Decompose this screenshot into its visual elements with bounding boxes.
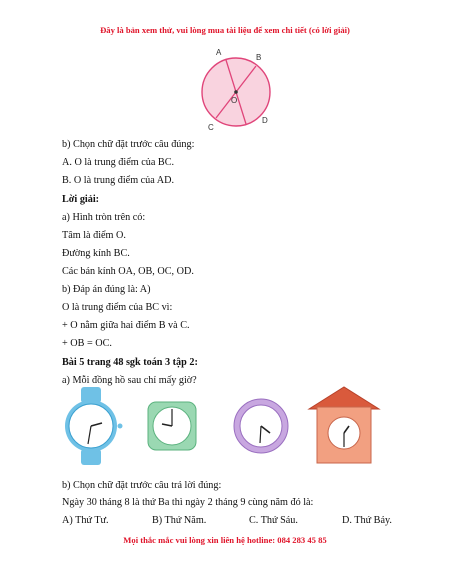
solution-line: O là trung điểm của BC vì: [62,302,173,313]
solution-heading: Lời giải: [62,194,100,205]
question-b-prompt: b) Chọn chữ đặt trước câu đúng: [62,139,195,150]
exercise-statement: Ngày 30 tháng 8 là thứ Ba thì ngày 2 tháng 9 cùng năm đó là: [62,497,314,508]
label-O: O [231,96,238,105]
center-point [234,90,238,94]
label-C: C [208,123,214,132]
clocks-figure [62,385,382,465]
label-A: A [216,48,222,57]
answer-d: D. Thứ Bảy. [342,515,392,526]
option-a: A. O là trung điểm của BC. [62,157,175,168]
answer-b: B) Thứ Năm. [152,515,207,526]
solution-line: + OB = OC. [62,338,112,349]
answer-a: A) Thứ Tư. [62,515,109,526]
solution-line: Tâm là điểm O. [62,230,126,241]
solution-line: Đường kính BC. [62,248,130,259]
label-B: B [256,53,262,62]
solution-line: Các bán kính OA, OB, OC, OD. [62,266,194,277]
exercise-heading: Bài 5 trang 48 sgk toán 3 tập 2: [62,357,198,368]
circle-diagram [188,44,288,136]
solution-line: b) Đáp án đúng là: A) [62,284,151,295]
exercise-question-b: b) Chọn chữ đặt trước câu trả lời đúng: [62,480,222,491]
house-clock [309,387,379,463]
hotline-footer: Mọi thắc mắc vui lòng xin liên hệ hotline: 084 283 45 85 [123,535,327,545]
solution-line: a) Hình tròn trên có: [62,212,146,223]
solution-line: + O nằm giữa hai điểm B và C. [62,320,190,331]
label-D: D [262,116,268,125]
exercise-question-a: a) Mỗi đồng hồ sau chỉ mấy giờ? [62,375,197,386]
square-clock [148,402,196,450]
answer-c: C. Thứ Sáu. [249,515,298,526]
option-b: B. O là trung điểm của AD. [62,175,175,186]
preview-banner: Đây là bản xem thử, vui lòng mua tài liệu để xem chi tiết (có lời giải) [100,25,350,35]
wristwatch-clock [65,387,123,465]
round-clock [234,399,288,453]
